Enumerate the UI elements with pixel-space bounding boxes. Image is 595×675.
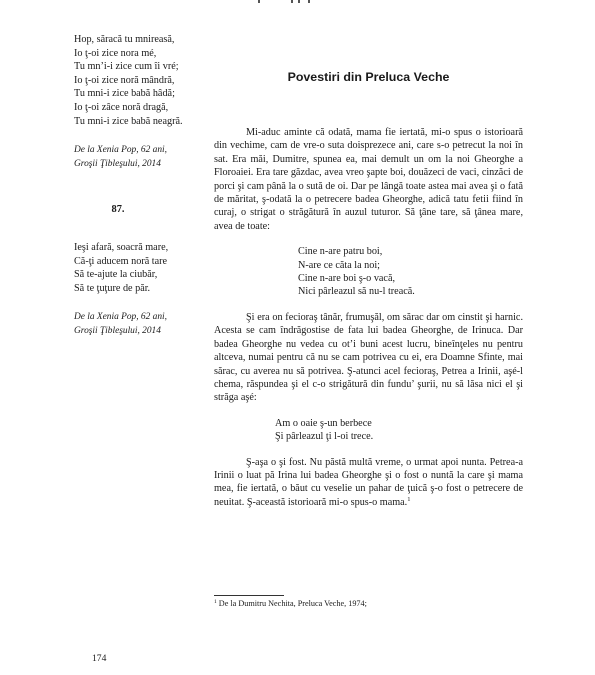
paragraph-3: Ş-aşa o şi fost. Nu păstă multă vreme, o urmat apoi nunta. Petrea-a Irinii o luat pă Irina lui badea Gheorghe şi o fost o nuntă la care şi mama mea, fie iertată, o băut cu veselie un pahar de ţuică ş-o fost o petrecere de neuitat. Ş-această istorioară mi-o spus-o mama.$^1$ [214,456,523,508]
verse-line: Că-ţi aducem noră tare [74,255,168,267]
right-column [214,70,523,509]
paragraph-2: Şi era on fecioraş tânăr, frumuşăl, om sărac dar om cinstit şi harnic. Acesta se cam îndrăgostise de fata lui badea Gheorghe, de Irinuca. Dar badea Gheorghe nu vedea cu ot’i buni acest lucru, bineînţeles nu pentru altceva, numai pentru că nu se cam potrivea cu ei, era Doamne Sfinte, mai sărac, cu averea nu să potrivea. Ş-atunci acel fecioraş, Petrea a Irinii, aşé-l chema, răspundea şi el c-o strigătură din fundu’ şurii, nu să lăsa nici el şi străga aşé: [214,311,523,404]
verse-86 [74,33,224,128]
verse-line: Io ţ-oi zâce noră dragă, [74,101,169,113]
footnote-reference[interactable]: 1 [407,495,411,503]
verse-source: De la Xenia Pop, 62 ani, Groşii Ţibleşului, 2014 [74,145,167,169]
verse-source: De la Xenia Pop, 62 ani, Groşii Ţibleşului, 2014 [74,312,167,336]
inline-poem-2: Am o oaie ş-un berbece Şi pârleazul ţi l-oi trece. [275,417,374,443]
inline-poem-1: Cine n-are patru boi, N-are ce căta la noi; Cine n-are boi ş-o vacă, Nici pârleazul să nu-l treacă. [298,246,415,298]
page-number: 174 [92,653,107,664]
footnote-mark: 1 [214,599,217,605]
footnote-text: De la Dumitru Nechita, Preluca Veche, 1974; [218,599,367,608]
verse-line: Tu mni-i zice babă neagră. [74,115,183,127]
song-number: 87. [111,204,125,216]
footnote [214,599,367,608]
left-column [74,33,224,339]
verse-87 [74,241,224,295]
verse-line: Să te-ajute la ciubăr, [74,269,158,281]
paragraph-1: Mi-aduc aminte că odată, mama fie iertată, mi-o spus o istorioară din vechime, cam de vre-o suta doisprezece ani, care s-o petrecut la noi în sat. Era măi, Dumitre, spunea ea, mai demult un om la noi Gheorghe a Floroaiei. Era tare găzdac, avea vreo şapte boi, douăzeci de vaci, cinzăci de porci şi cam până la o sută de oi. Dar pe lângă toate astea mai avea şi o fată de măritat, ş-odată la o petrecere badea Gheorghe, adică tatu fetii fiind în curaj, o strigat o străgătură în auzul tuturor. Să ţâne tare, să ţânea mare, avea de toate: [214,127,523,232]
verse-line: Io ţ-oi zice noră mândră, [74,74,175,86]
top-scan-marks [258,0,318,3]
verse-line: Io ţ-oi zice nora mé, [74,47,157,59]
verse-line: Tu mn’i-i zice cum îi vré; [74,61,179,73]
verse-line: Ieşi afară, soacră mare, [74,241,169,253]
verse-line: Să te ţuţure de păr. [74,282,151,294]
footnote-separator [214,595,284,596]
verse-line: Tu mni-i zice babă hâdă; [74,88,175,100]
verse-line: Hop, săracă tu mnireasă, [74,34,175,45]
section-title: Povestiri din Preluca Veche [287,70,450,84]
